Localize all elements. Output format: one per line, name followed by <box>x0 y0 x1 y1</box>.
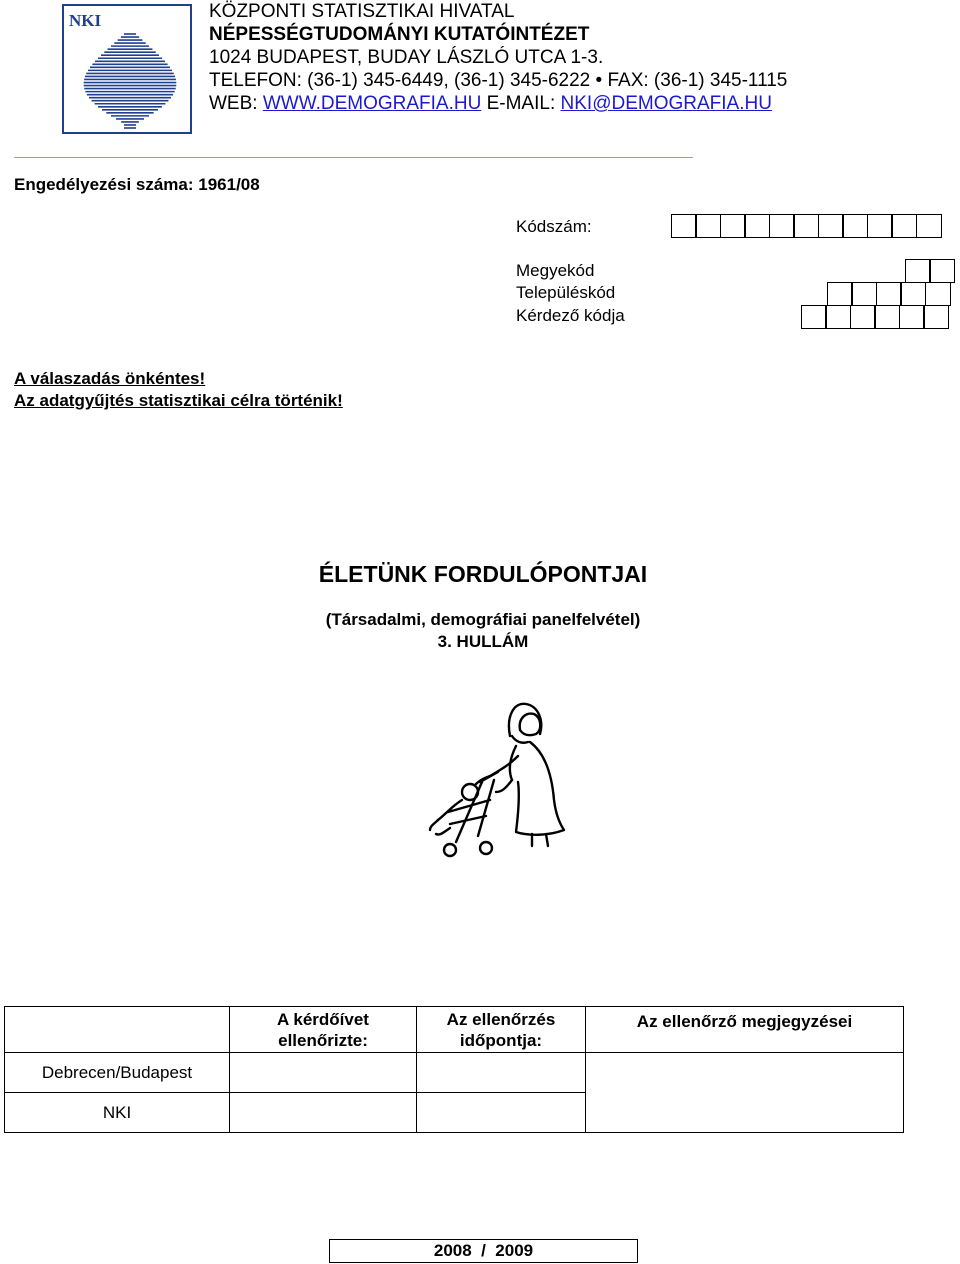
debrecen-check-date-cell[interactable] <box>417 1053 586 1093</box>
megyekod-boxes[interactable] <box>906 259 955 283</box>
debrecen-checked-by-cell[interactable] <box>230 1053 417 1093</box>
megyekod-label: Megyekód <box>516 261 595 280</box>
nki-check-date-cell[interactable] <box>417 1093 586 1133</box>
telepuleskod-cell[interactable] <box>900 282 926 306</box>
kerdezo-label: Kérdező kódja <box>516 306 625 325</box>
kodszam-boxes[interactable] <box>672 214 942 238</box>
telepuleskod-cell[interactable] <box>925 282 951 306</box>
survey-wave: 3. HULLÁM <box>437 632 529 651</box>
row-label-nki: NKI <box>5 1093 230 1133</box>
kerdezo-cell[interactable] <box>923 305 949 329</box>
remarks-header: Az ellenőrző megjegyzései <box>586 1007 904 1053</box>
web-label: WEB: <box>209 93 258 114</box>
header-line-ksh: KÖZPONTI STATISZTIKAI HIVATAL <box>209 1 515 22</box>
header-divider <box>14 157 693 158</box>
header-line-phone: TELEFON: (36-1) 345-6449, (36-1) 345-6222 • FAX: (36-1) 345-1115 <box>209 70 788 91</box>
svg-text:NKI: NKI <box>69 11 102 30</box>
checked-by-line1: A kérdőívet <box>277 1009 369 1029</box>
email-link[interactable]: NKI@DEMOGRAFIA.HU <box>560 93 772 114</box>
header-line-address: 1024 BUDAPEST, BUDAY LÁSZLÓ UTCA 1-3. <box>209 47 604 68</box>
nki-checked-by-cell[interactable] <box>230 1093 417 1133</box>
kodszam-cell[interactable] <box>671 214 697 238</box>
remarks-cell[interactable] <box>586 1053 904 1133</box>
nki-logo <box>62 4 192 134</box>
kodszam-cell[interactable] <box>867 214 893 238</box>
kodszam-label: Kódszám: <box>516 217 592 236</box>
email-label: E-MAIL: <box>486 93 556 114</box>
kodszam-cell[interactable] <box>695 214 721 238</box>
header-line-institute: NÉPESSÉGTUDOMÁNYI KUTATÓINTÉZET <box>209 24 590 45</box>
web-link[interactable]: WWW.DEMOGRAFIA.HU <box>262 93 482 114</box>
survey-title: ÉLETÜNK FORDULÓPONTJAI <box>318 561 648 587</box>
kodszam-cell[interactable] <box>720 214 746 238</box>
megyekod-cell[interactable] <box>929 259 955 283</box>
verification-table <box>4 1006 904 1133</box>
kodszam-cell[interactable] <box>891 214 917 238</box>
telepuleskod-cell[interactable] <box>827 282 853 306</box>
kodszam-cell[interactable] <box>818 214 844 238</box>
kodszam-cell[interactable] <box>769 214 795 238</box>
check-date-line1: Az ellenőrzés <box>446 1009 556 1029</box>
telepuleskod-cell[interactable] <box>851 282 877 306</box>
kodszam-cell[interactable] <box>744 214 770 238</box>
kerdezo-cell[interactable] <box>850 305 876 329</box>
kodszam-cell[interactable] <box>793 214 819 238</box>
license-number: Engedélyezési száma: 1961/08 <box>14 175 260 194</box>
megyekod-cell[interactable] <box>905 259 931 283</box>
check-date-header <box>417 1007 586 1053</box>
kerdezo-boxes[interactable] <box>802 305 949 329</box>
mother-with-stroller-illustration <box>420 696 580 866</box>
checked-by-line2: ellenőrizte: <box>278 1030 368 1050</box>
voluntary-notice: A válaszadás önkéntes! <box>14 369 206 388</box>
header-line-web <box>209 92 772 116</box>
survey-year-box: 2008 / 2009 <box>329 1239 638 1263</box>
kerdezo-cell[interactable] <box>874 305 900 329</box>
table-corner-cell <box>5 1007 230 1053</box>
telepuleskod-cell[interactable] <box>876 282 902 306</box>
survey-subtitle: (Társadalmi, demográfiai panelfelvétel) <box>325 610 641 629</box>
statistical-notice: Az adatgyűjtés statisztikai célra történik! <box>14 391 343 410</box>
row-label-debrecen-budapest: Debrecen/Budapest <box>5 1053 230 1093</box>
kerdezo-cell[interactable] <box>801 305 827 329</box>
kodszam-cell[interactable] <box>916 214 942 238</box>
telepuleskod-label: Településkód <box>516 283 616 302</box>
telepuleskod-boxes[interactable] <box>828 282 951 306</box>
kerdezo-cell[interactable] <box>825 305 851 329</box>
kerdezo-cell[interactable] <box>899 305 925 329</box>
checked-by-header <box>230 1007 417 1053</box>
check-date-line2: időpontja: <box>459 1030 543 1050</box>
kodszam-cell[interactable] <box>842 214 868 238</box>
